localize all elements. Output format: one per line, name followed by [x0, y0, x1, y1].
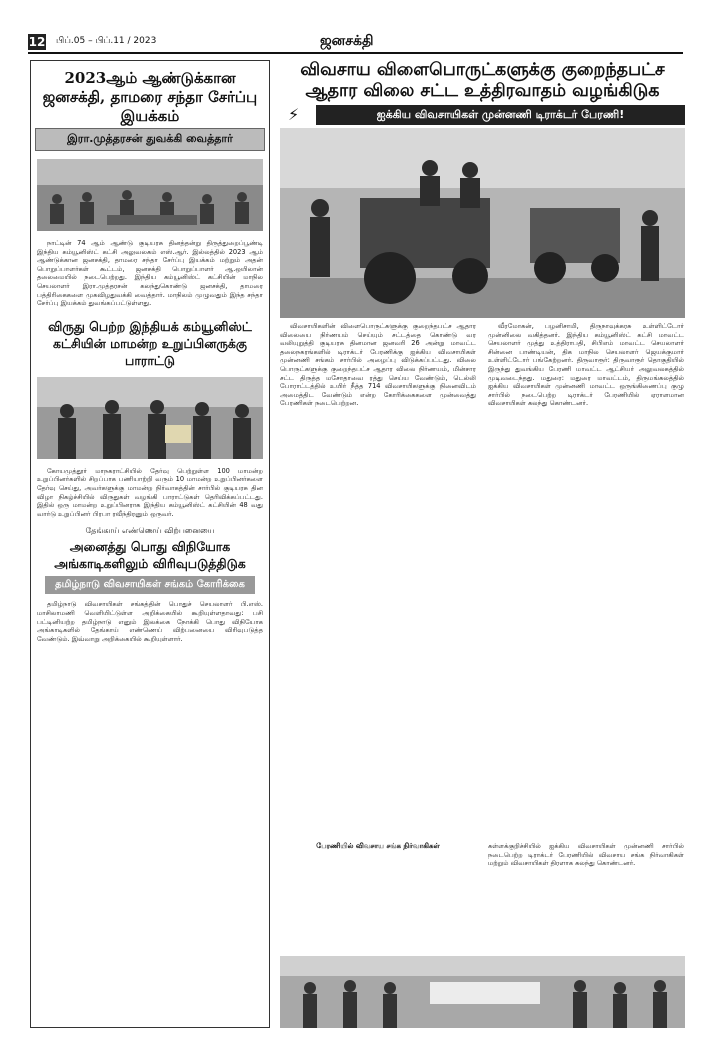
- subscription-byline: இரா.முத்தரசன் துவக்கி வைத்தார்: [35, 128, 265, 151]
- msp-article-col-1: [280, 322, 476, 842]
- award-body: கோயமுத்தூர் மாநகராட்சியில் தேர்வு பெற்றுள்ள 100 மாமன்ற உறுப்பினர்களில் சிறப்பாக பணியாற்றி வரும் 10 மாமன்ற உறுப்பினர்களை தேர்வு செய்து, அவர்களுக்கு மாமன்ற நிர்வாகத்தின் சார்பில் குடியரசு தின விழா நிகழ்ச்சியில் விருதுகள் வழங்கி பாராட்டுகள் தெரிவிக்கப்பட்டது. இதில் ஒரு மாமன்ற உறுப்பினராக இந்திய கம்யூனிஸ்ட் கட்சியின் 48 வது வார்டு உறுப்பினர் பிரபா ரவீந்திரனும் ஒருவர்.: [37, 466, 263, 518]
- left-column: [30, 60, 270, 1028]
- page-header: [0, 0, 709, 52]
- msp-col2-text: வீரமோகன், பழனிசாமி, திருநாவுக்கரசு உள்ளிட்டோர் முன்னிலை வகித்தனர். இந்திய கம்யூனிஸ்ட் கட்சி மாவட்ட செயலாளர் முத்து உத்திராபதி, சிபிஎம் மாவட்ட செயலாளர் சின்னை பாண்டியன், திக மாநில செயலாளர் ஜெயக்குமார் உள்ளிட்டோர் பங்கேற்றனர். திருவாரூர்: திருவாரூர் தொகுதியில் இருந்து துவங்கிய பேரணி மாவட்ட ஆட்சியர் அலுவலகத்தில் முடிவடைந்தது. மதுரை: மதுரை மாவட்டம், திருமங்கலத்தில் ஐக்கிய விவசாயிகள் முன்னணி மாவட்ட ஒருங்கிணைப்பு குழு சார்பில் நடைபெற்ற டிராக்டர் பேரணியில் ஏராளமான விவசாயிகள் கலந்து கொண்டனர்.: [488, 322, 684, 408]
- header-rule: [28, 52, 683, 54]
- coconut-oil-band: தமிழ்நாடு விவசாயிகள் சங்கம் கோரிக்கை: [45, 576, 255, 594]
- msp-article-col-2: [488, 322, 684, 842]
- award-photo: [37, 377, 263, 459]
- paper-name: ஜனசக்தி: [320, 33, 374, 49]
- award-headline: விருது பெற்ற இந்தியக் கம்யூனிஸ்ட் கட்சியின் மாமன்ற உறுப்பினருக்கு பாராட்டு: [48, 318, 252, 368]
- lightning-icon: ⚡: [288, 105, 300, 124]
- tractor-rally-band: [280, 105, 685, 125]
- tractor-rally-band-text: ஐக்கிய விவசாயிகள் முன்னணி டிராக்டர் பேரணி!: [316, 105, 685, 125]
- msp-headline: விவசாய விளைபொருட்களுக்கு குறைந்தபட்ச ஆதார விலை சட்ட உத்திரவாதம் வழங்கிடுக: [300, 60, 665, 101]
- coconut-oil-body: தமிழ்நாடு விவசாயிகள் சங்கத்தின் பொதுச் செயலாளர் பி.எஸ். மாசிலாமணி வெளியிட்டுள்ள அறிக்கையில் கூறியுள்ளதாவது: பசி பட்டினியற்ற தமிழ்நாடு எனும் இலக்கை நோக்கி பொது விநியோக அங்காடிகளில் தேங்காய் எண்ணெய் விற்பனையை விரிவுபடுத்த வேண்டும். இவ்வாறு அறிக்கையில் கூறியுள்ளார்.: [37, 600, 263, 643]
- subscription-headline: 2023ஆம் ஆண்டுக்கான ஜனசக்தி, தாமரை சந்தா சேர்ப்பு இயக்கம்: [42, 69, 258, 125]
- page-number: 12: [28, 35, 46, 49]
- meeting-photo: [37, 159, 263, 231]
- subscription-body: நாட்டின் 74 ஆம் ஆண்டு குடியரசு தினத்தன்று திருத்துறைப்பூண்டி இந்திய கம்யூனிஸ்ட் கட்சி அலுவலகம் எஸ்.ஆர். இல்லத்தில் 2023 ஆம் ஆண்டுக்கான ஜனசக்தி, தாமரை சந்தா சேர்ப்பு இயக்கம் மற்றும் அதன் பொறுப்பாளர்கள் கூட்டம், ஜனசக்தி பொறுப்பாளர் ஆ.ஒயிலான் தலைமையில் நடைபெற்றது. இந்திய கம்யூனிஸ்ட் கட்சியின் மாநில செயலாளர் இரா.முத்தரசன் கலந்துகொண்டு ஜனசக்தி, தாமரை பத்திரிகைகளை முகவிழதுவக்கி வைத்தார். மாநிலம் முழுவதும் இந்த சந்தா சேர்ப்பு இயக்கம் துவங்கப்பட்டுள்ளது.: [37, 239, 263, 308]
- issue-date: பிப்.05 – பிப்.11 / 2023: [56, 36, 157, 46]
- tractor-rally-photo: [280, 128, 685, 318]
- rally-caption: பேரணியில் விவசாய சங்க நிர்வாகிகள்: [316, 842, 440, 850]
- coconut-oil-headline: அனைத்து பொது விநியோக அங்காடிகளிலும் விரிவுபடுத்திடுக: [54, 539, 246, 572]
- coconut-oil-kicker: தேங்காய் எண்ணெய் விற்பனையை: [85, 526, 215, 536]
- rally-marchers-photo: [280, 956, 685, 1028]
- msp-article-columns: [280, 322, 685, 842]
- msp-col1-text: விவசாயிகளின் விளைபொருட்களுக்கு குறைந்தபட்ச ஆதார விலையை நிர்ணயம் செய்யும் சட்டத்தை கொண்டு வர வலியுறுத்தி குடியரசு தினமான ஜனவரி 26 அன்று மாவட்ட தலைநகரங்களில் டிராக்டர் பேரணிக்கு ஐக்கிய விவசாயிகள் முன்னணி சங்கம் சார்பில் அழைப்பு விடுக்கப்பட்டது. விலை பொருட்களுக்கு குறைந்தபட்ச ஆதார விலை நிர்ணயம், மின்சார சட்ட திருத்த மசோதாவை ரத்து செய்ய வேண்டும், டெல்லி போராட்டத்தில் உயிர் நீத்த 714 விவசாயிகளுக்கு நினைவிடம் அமைத்திட வேண்டும் என்ற கோரிக்கைகளை முன்வைத்து பேரணிகள் நடைபெற்றன.: [280, 322, 476, 408]
- msp-col2-bottom: கள்ளக்குறிச்சியில் ஐக்கிய விவசாயிகள் முன்னணி சார்பில் நடைபெற்ற டிராக்டர் பேரணியில் விவசாய சங்க நிர்வாகிகள் மற்றும் விவசாயிகள் திரளாக கலந்து கொண்டனர்.: [488, 842, 684, 868]
- right-column: [280, 60, 685, 1028]
